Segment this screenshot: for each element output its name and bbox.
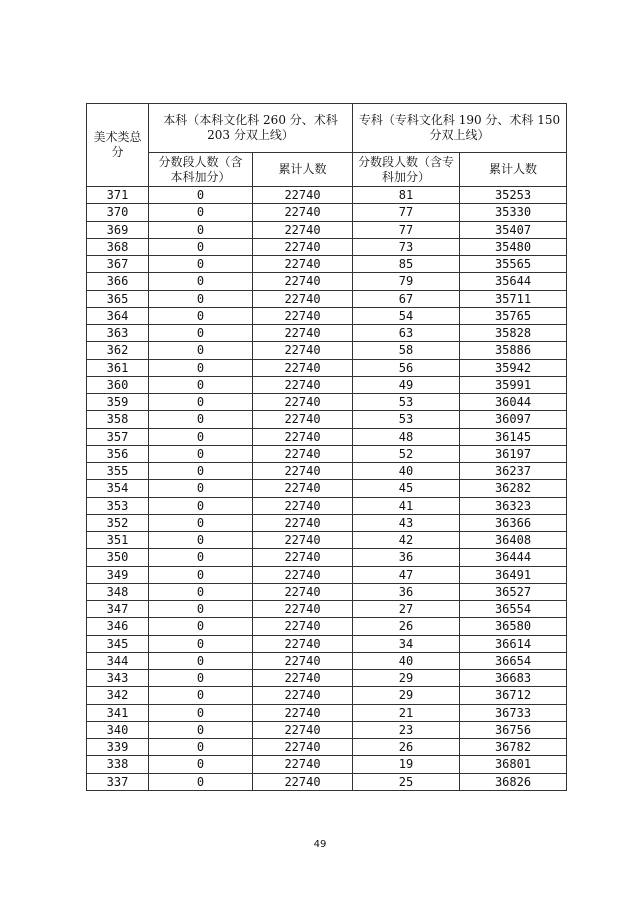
table-row [87,583,567,600]
zhuanke-segment-cell: 40 [353,463,460,480]
zhuanke-segment-cell: 67 [353,290,460,307]
benke-segment-cell: 0 [149,256,253,273]
zhuanke-cumulative-cell: 36145 [460,428,567,445]
benke-cumulative-cell: 22740 [253,445,353,462]
score-cell: 343 [87,670,149,687]
zhuanke-segment-cell: 53 [353,394,460,411]
zhuanke-cumulative-cell: 36366 [460,514,567,531]
score-cell: 361 [87,359,149,376]
benke-cumulative-cell: 22740 [253,549,353,566]
zhuanke-segment-cell: 41 [353,497,460,514]
zhuanke-cumulative-cell: 36733 [460,704,567,721]
score-cell: 359 [87,394,149,411]
zhuanke-cumulative-cell: 36614 [460,635,567,652]
score-cell: 355 [87,463,149,480]
header-benke-cumulative [253,153,353,187]
zhuanke-segment-cell: 19 [353,756,460,773]
benke-cumulative-cell: 22740 [253,670,353,687]
table-row [87,359,567,376]
benke-cumulative-cell: 22740 [253,514,353,531]
zhuanke-cumulative-cell: 36782 [460,739,567,756]
score-cell: 337 [87,773,149,790]
table-row [87,376,567,393]
benke-cumulative-cell: 22740 [253,325,353,342]
zhuanke-segment-cell: 63 [353,325,460,342]
benke-segment-cell: 0 [149,342,253,359]
header-benke-cumulative-label: 累计人数 [278,162,327,176]
benke-cumulative-cell: 22740 [253,428,353,445]
header-benke-segment-label: 分数段人数（含本科加分） [158,154,243,184]
zhuanke-segment-cell: 42 [353,532,460,549]
zhuanke-cumulative-cell: 35765 [460,307,567,324]
benke-segment-cell: 0 [149,290,253,307]
zhuanke-segment-cell: 26 [353,618,460,635]
header-zhuanke-segment-label: 分数段人数（含专科加分） [358,154,455,184]
zhuanke-cumulative-cell: 35565 [460,256,567,273]
benke-cumulative-cell: 22740 [253,394,353,411]
score-cell: 340 [87,721,149,738]
table-row [87,428,567,445]
benke-segment-cell: 0 [149,704,253,721]
benke-segment-cell: 0 [149,376,253,393]
benke-segment-cell: 0 [149,566,253,583]
table-row [87,549,567,566]
zhuanke-cumulative-cell: 36408 [460,532,567,549]
benke-segment-cell: 0 [149,687,253,704]
table-body [87,187,567,791]
score-cell: 338 [87,756,149,773]
table-row [87,187,567,204]
benke-cumulative-cell: 22740 [253,221,353,238]
benke-segment-cell: 0 [149,187,253,204]
table-row [87,273,567,290]
table-row [87,670,567,687]
zhuanke-cumulative-cell: 35711 [460,290,567,307]
benke-cumulative-cell: 22740 [253,532,353,549]
score-cell: 344 [87,652,149,669]
benke-segment-cell: 0 [149,204,253,221]
zhuanke-cumulative-cell: 35991 [460,376,567,393]
table-row [87,325,567,342]
benke-segment-cell: 0 [149,773,253,790]
benke-cumulative-cell: 22740 [253,376,353,393]
header-total-score [87,104,149,187]
zhuanke-cumulative-cell: 36197 [460,445,567,462]
zhuanke-cumulative-cell: 35407 [460,221,567,238]
score-cell: 341 [87,704,149,721]
benke-cumulative-cell: 22740 [253,273,353,290]
benke-cumulative-cell: 22740 [253,773,353,790]
benke-cumulative-cell: 22740 [253,704,353,721]
score-cell: 367 [87,256,149,273]
benke-segment-cell: 0 [149,428,253,445]
zhuanke-segment-cell: 49 [353,376,460,393]
zhuanke-segment-cell: 40 [353,652,460,669]
benke-segment-cell: 0 [149,583,253,600]
zhuanke-segment-cell: 54 [353,307,460,324]
zhuanke-cumulative-cell: 36044 [460,394,567,411]
benke-cumulative-cell: 22740 [253,583,353,600]
zhuanke-segment-cell: 73 [353,238,460,255]
benke-cumulative-cell: 22740 [253,411,353,428]
benke-segment-cell: 0 [149,721,253,738]
benke-cumulative-cell: 22740 [253,687,353,704]
zhuanke-cumulative-cell: 35828 [460,325,567,342]
zhuanke-segment-cell: 79 [353,273,460,290]
table-row [87,687,567,704]
benke-cumulative-cell: 22740 [253,635,353,652]
table-row [87,704,567,721]
zhuanke-segment-cell: 85 [353,256,460,273]
zhuanke-segment-cell: 27 [353,601,460,618]
table-row [87,514,567,531]
benke-cumulative-cell: 22740 [253,204,353,221]
table-row [87,480,567,497]
header-total-score-label: 美术类总分 [93,130,142,159]
zhuanke-cumulative-cell: 35480 [460,238,567,255]
benke-cumulative-cell: 22740 [253,480,353,497]
benke-segment-cell: 0 [149,394,253,411]
score-cell: 369 [87,221,149,238]
score-cell: 339 [87,739,149,756]
zhuanke-segment-cell: 47 [353,566,460,583]
benke-segment-cell: 0 [149,273,253,290]
header-benke-segment [149,153,253,187]
score-cell: 365 [87,290,149,307]
zhuanke-segment-cell: 81 [353,187,460,204]
score-cell: 371 [87,187,149,204]
benke-cumulative-cell: 22740 [253,463,353,480]
zhuanke-segment-cell: 26 [353,739,460,756]
table-row [87,221,567,238]
benke-cumulative-cell: 22740 [253,359,353,376]
score-cell: 363 [87,325,149,342]
zhuanke-cumulative-cell: 36282 [460,480,567,497]
table-row [87,342,567,359]
zhuanke-cumulative-cell: 36712 [460,687,567,704]
zhuanke-segment-cell: 43 [353,514,460,531]
table-row [87,773,567,790]
benke-cumulative-cell: 22740 [253,290,353,307]
zhuanke-segment-cell: 77 [353,204,460,221]
zhuanke-segment-cell: 36 [353,549,460,566]
table-row [87,721,567,738]
table-row [87,566,567,583]
score-cell: 360 [87,376,149,393]
zhuanke-cumulative-cell: 36654 [460,652,567,669]
benke-cumulative-cell: 22740 [253,618,353,635]
benke-segment-cell: 0 [149,221,253,238]
table-row [87,394,567,411]
zhuanke-segment-cell: 56 [353,359,460,376]
benke-segment-cell: 0 [149,601,253,618]
header-zhuanke-cumulative [460,153,567,187]
benke-cumulative-cell: 22740 [253,601,353,618]
benke-segment-cell: 0 [149,238,253,255]
zhuanke-segment-cell: 52 [353,445,460,462]
score-cell: 356 [87,445,149,462]
score-cell: 350 [87,549,149,566]
table-row [87,532,567,549]
benke-segment-cell: 0 [149,549,253,566]
benke-cumulative-cell: 22740 [253,187,353,204]
zhuanke-segment-cell: 77 [353,221,460,238]
table-row [87,756,567,773]
page-number: 49 [313,839,327,850]
zhuanke-cumulative-cell: 36580 [460,618,567,635]
header-benke-group [149,104,353,153]
zhuanke-cumulative-cell: 36756 [460,721,567,738]
score-cell: 368 [87,238,149,255]
header-benke-group-label: 本科（本科文化科 260 分、术科 203 分双上线） [163,113,338,142]
zhuanke-segment-cell: 45 [353,480,460,497]
score-cell: 364 [87,307,149,324]
table-row [87,652,567,669]
score-cell: 342 [87,687,149,704]
header-zhuanke-cumulative-label: 累计人数 [489,162,538,176]
score-cell: 366 [87,273,149,290]
score-cell: 348 [87,583,149,600]
zhuanke-segment-cell: 25 [353,773,460,790]
zhuanke-segment-cell: 29 [353,687,460,704]
table-row [87,445,567,462]
zhuanke-cumulative-cell: 36527 [460,583,567,600]
benke-cumulative-cell: 22740 [253,721,353,738]
table-row [87,618,567,635]
benke-cumulative-cell: 22740 [253,256,353,273]
benke-segment-cell: 0 [149,480,253,497]
zhuanke-cumulative-cell: 36097 [460,411,567,428]
zhuanke-cumulative-cell: 35886 [460,342,567,359]
benke-segment-cell: 0 [149,463,253,480]
score-cell: 353 [87,497,149,514]
table-row [87,256,567,273]
zhuanke-segment-cell: 36 [353,583,460,600]
zhuanke-segment-cell: 29 [353,670,460,687]
benke-segment-cell: 0 [149,652,253,669]
table-row [87,635,567,652]
score-cell: 370 [87,204,149,221]
benke-cumulative-cell: 22740 [253,652,353,669]
score-distribution-table [86,103,567,791]
zhuanke-cumulative-cell: 35330 [460,204,567,221]
benke-segment-cell: 0 [149,445,253,462]
score-cell: 347 [87,601,149,618]
benke-segment-cell: 0 [149,635,253,652]
table-row [87,290,567,307]
zhuanke-cumulative-cell: 35942 [460,359,567,376]
zhuanke-cumulative-cell: 36444 [460,549,567,566]
benke-segment-cell: 0 [149,411,253,428]
benke-segment-cell: 0 [149,497,253,514]
benke-segment-cell: 0 [149,325,253,342]
benke-segment-cell: 0 [149,307,253,324]
zhuanke-segment-cell: 34 [353,635,460,652]
score-cell: 352 [87,514,149,531]
score-cell: 358 [87,411,149,428]
zhuanke-cumulative-cell: 36683 [460,670,567,687]
zhuanke-cumulative-cell: 35644 [460,273,567,290]
score-cell: 362 [87,342,149,359]
zhuanke-segment-cell: 58 [353,342,460,359]
table-row [87,463,567,480]
benke-segment-cell: 0 [149,532,253,549]
zhuanke-cumulative-cell: 36237 [460,463,567,480]
zhuanke-cumulative-cell: 36554 [460,601,567,618]
benke-cumulative-cell: 22740 [253,497,353,514]
benke-cumulative-cell: 22740 [253,566,353,583]
zhuanke-cumulative-cell: 36826 [460,773,567,790]
score-cell: 349 [87,566,149,583]
table-row [87,238,567,255]
zhuanke-cumulative-cell: 36801 [460,756,567,773]
benke-segment-cell: 0 [149,739,253,756]
table-row [87,601,567,618]
table-row [87,497,567,514]
header-zhuanke-group-label: 专科（专科文化科 190 分、术科 150 分双上线） [358,113,561,142]
table-row [87,739,567,756]
score-cell: 354 [87,480,149,497]
benke-segment-cell: 0 [149,359,253,376]
benke-cumulative-cell: 22740 [253,238,353,255]
benke-cumulative-cell: 22740 [253,739,353,756]
table-row [87,411,567,428]
score-cell: 357 [87,428,149,445]
table-row [87,307,567,324]
header-zhuanke-segment [353,153,460,187]
benke-segment-cell: 0 [149,514,253,531]
benke-segment-cell: 0 [149,670,253,687]
benke-segment-cell: 0 [149,618,253,635]
header-zhuanke-group [353,104,567,153]
zhuanke-cumulative-cell: 35253 [460,187,567,204]
benke-segment-cell: 0 [149,756,253,773]
zhuanke-segment-cell: 48 [353,428,460,445]
zhuanke-cumulative-cell: 36491 [460,566,567,583]
score-cell: 351 [87,532,149,549]
benke-cumulative-cell: 22740 [253,756,353,773]
zhuanke-segment-cell: 53 [353,411,460,428]
zhuanke-segment-cell: 23 [353,721,460,738]
benke-cumulative-cell: 22740 [253,307,353,324]
zhuanke-cumulative-cell: 36323 [460,497,567,514]
benke-cumulative-cell: 22740 [253,342,353,359]
score-cell: 346 [87,618,149,635]
score-cell: 345 [87,635,149,652]
zhuanke-segment-cell: 21 [353,704,460,721]
table-row [87,204,567,221]
